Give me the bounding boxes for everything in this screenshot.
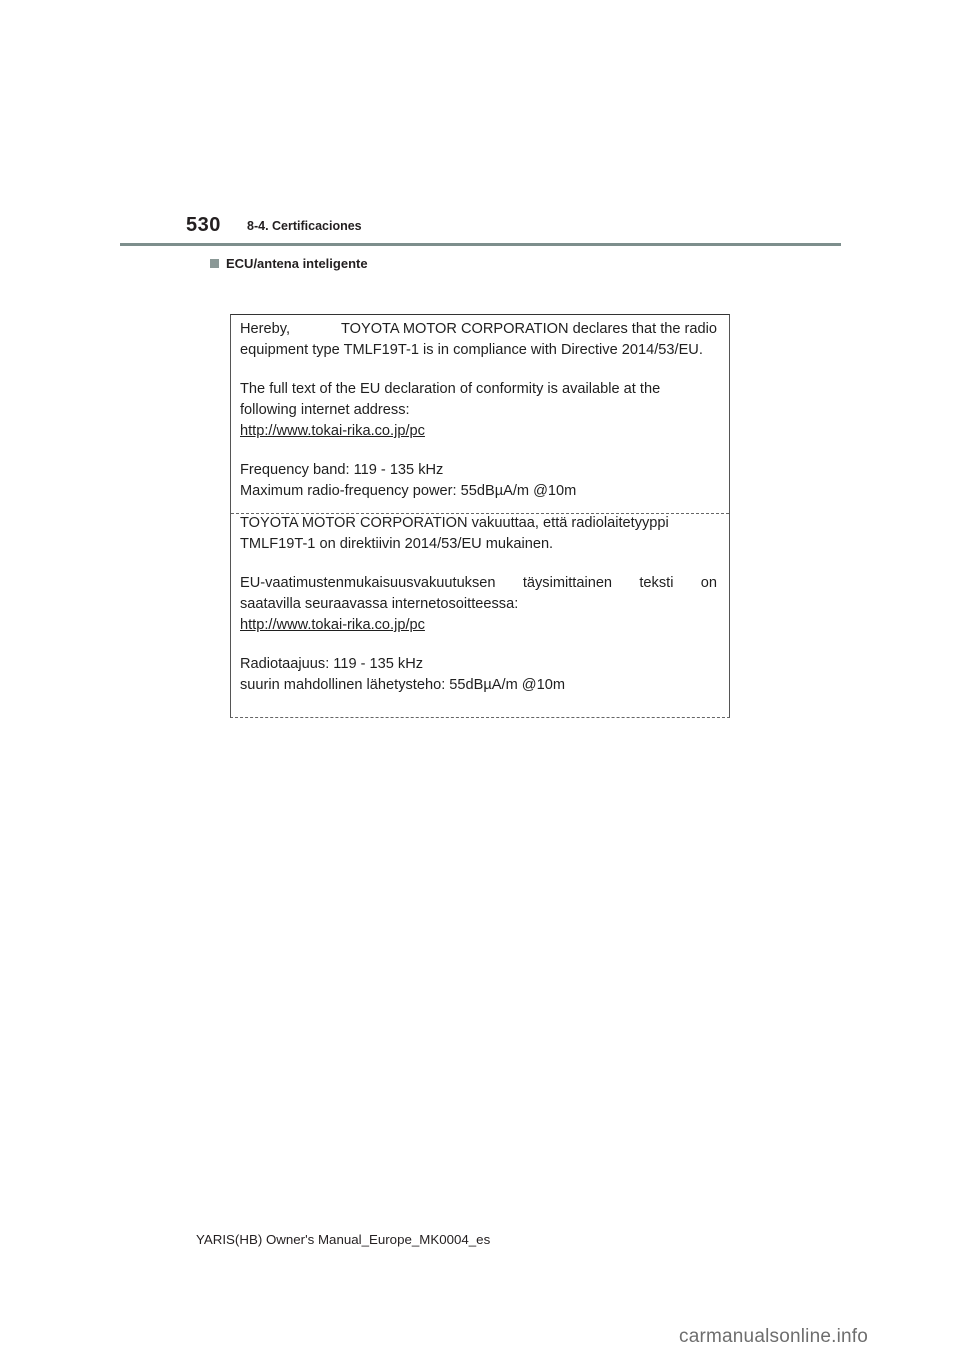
page-number: 530 <box>186 214 221 236</box>
watermark[interactable]: carmanualsonline.info <box>679 1326 869 1347</box>
cert-fi-line3-b: täysimittainen <box>522 575 613 591</box>
cert-en-line1-left: Hereby, <box>240 321 291 337</box>
cert-en-power: Maximum radio-frequency power: 55dBµA/m @10m <box>240 483 577 499</box>
cert-en-line2: equipment type TMLF19T-1 is in compliance with Directive 2014/53/EU. <box>240 342 703 358</box>
cert-en-line1-right: TOYOTA MOTOR CORPORATION declares that the radio <box>340 321 717 337</box>
cert-en-url-link[interactable]: http://www.tokai-rika.co.jp/pc <box>240 423 425 439</box>
cert-fi-power: suurin mahdollinen lähetysteho: 55dBµA/m @10m <box>240 677 566 693</box>
cert-fi-line3-a: EU-vaatimustenmukaisuusvakuutuksen <box>240 575 496 591</box>
square-bullet-icon <box>210 259 219 268</box>
section-title: 8-4. Certificaciones <box>247 219 362 233</box>
cert-fi-line3 <box>240 573 717 594</box>
cert-fi-line4: saatavilla seuraavassa internetosoitteessa: <box>240 596 519 612</box>
certificate-english <box>240 319 717 502</box>
header-rule <box>120 243 841 246</box>
subheading <box>210 256 368 271</box>
cert-en-frequency: Frequency band: 119 - 135 kHz <box>240 462 444 478</box>
footer-manual-id: YARIS(HB) Owner's Manual_Europe_MK0004_es <box>196 1232 491 1247</box>
cert-en-line1 <box>240 319 717 340</box>
cert-fi-line2: TMLF19T-1 on direktiivin 2014/53/EU mukainen. <box>240 536 554 552</box>
cert-en-line3: The full text of the EU declaration of conformity is available at the <box>240 381 661 397</box>
cert-fi-frequency: Radiotaajuus: 119 - 135 kHz <box>240 656 424 672</box>
certificate-finnish <box>240 513 717 696</box>
cert-fi-url-link[interactable]: http://www.tokai-rika.co.jp/pc <box>240 617 425 633</box>
subheading-text: ECU/antena inteligente <box>226 256 368 271</box>
cert-fi-line3-d: on <box>700 575 717 591</box>
certificate-box <box>230 314 730 718</box>
cert-fi-line3-c: teksti <box>639 575 674 591</box>
cert-en-line4: following internet address: <box>240 402 410 418</box>
cert-fi-line1: TOYOTA MOTOR CORPORATION vakuuttaa, että radiolaitetyyppi <box>240 515 669 531</box>
